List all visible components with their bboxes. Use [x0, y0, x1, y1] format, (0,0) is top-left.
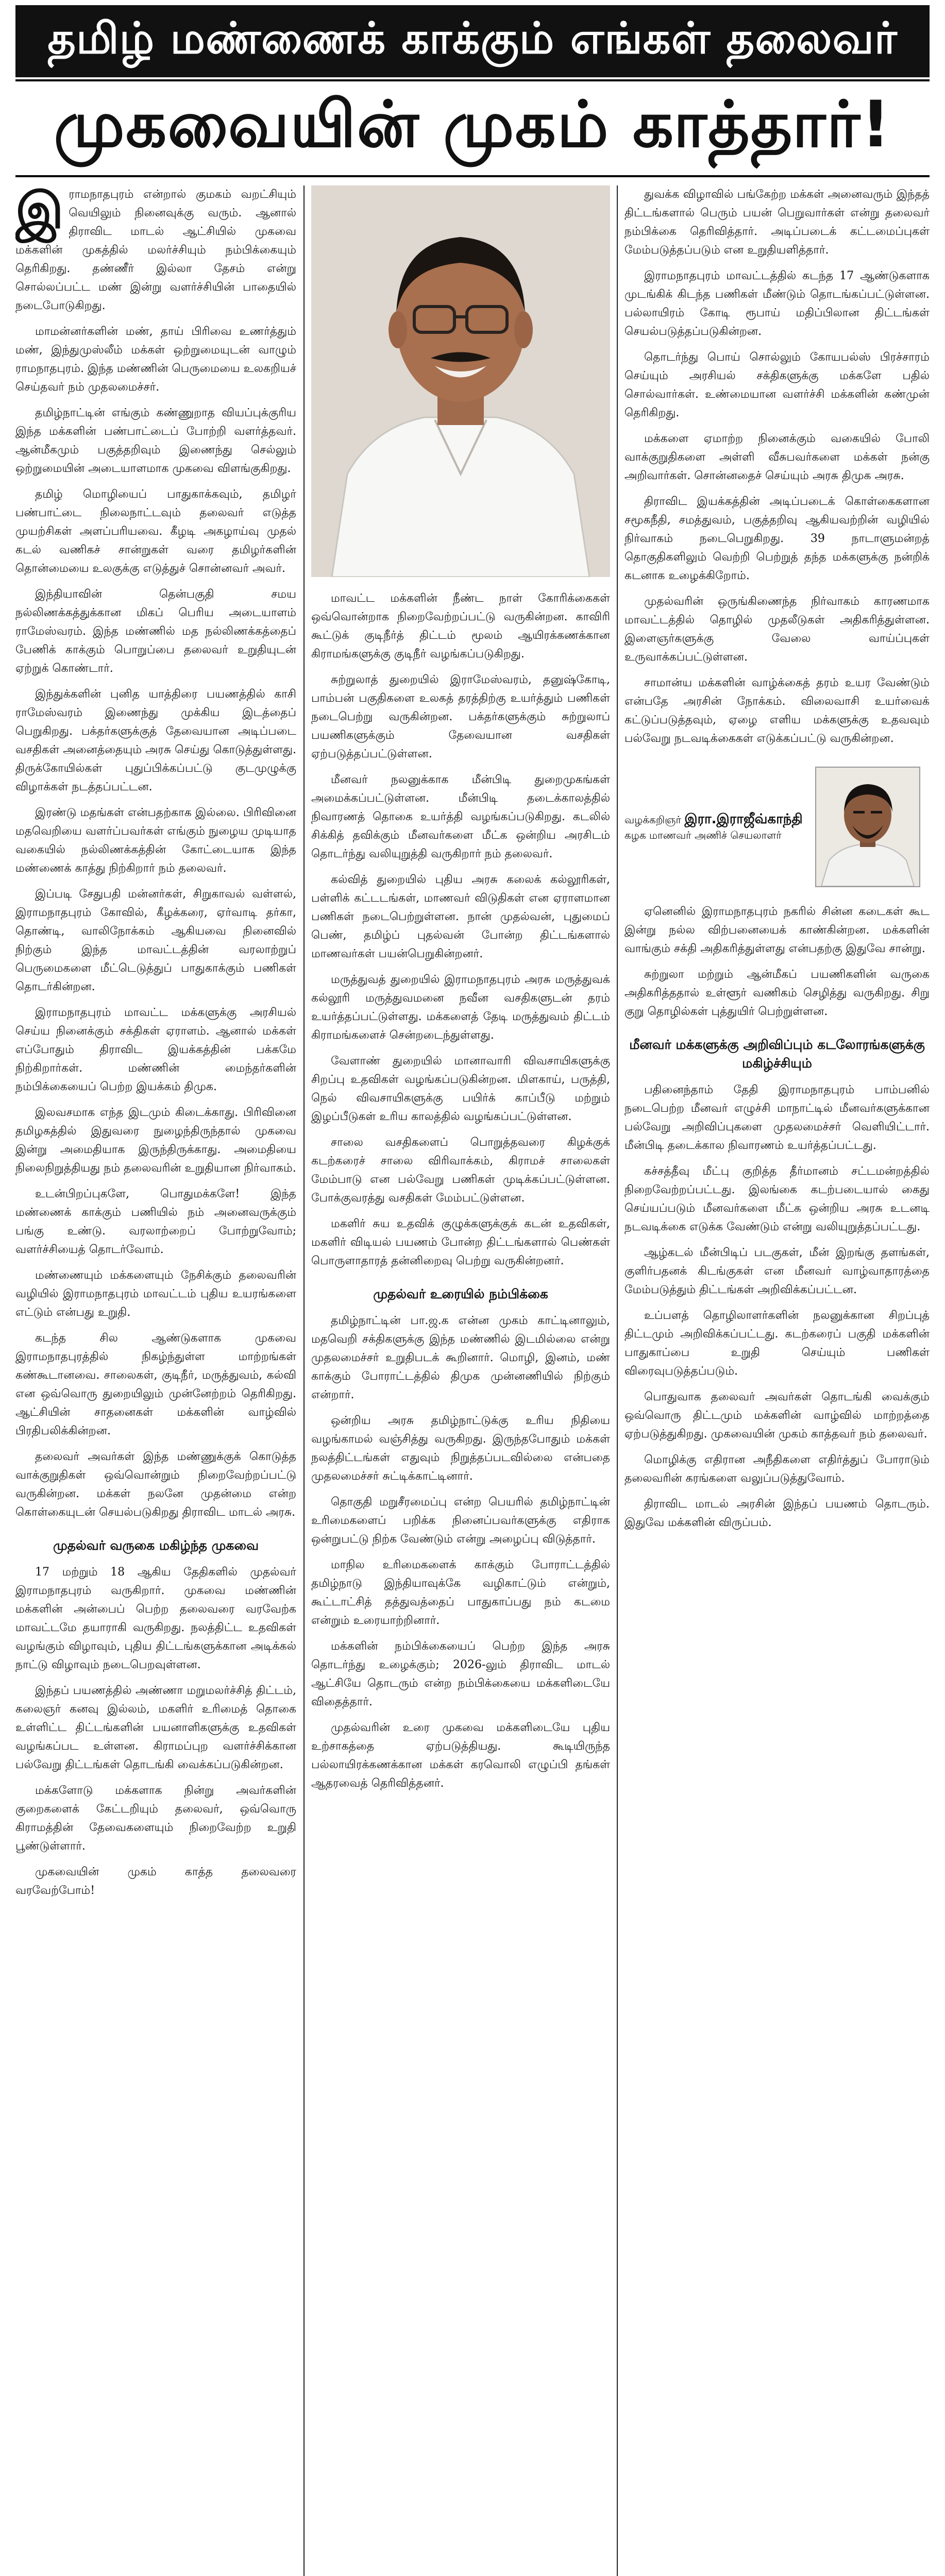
body-paragraph: சுற்றுலாத் துறையில் இராமேஸ்வரம், தனுஷ்கோடி, பாம்பன் பகுதிகளை உலகத் தரத்திற்கு உயர்த்தும் பணிகள் நடைபெற்று வருகின்றன. பக்தர்களுக்கும் சுற்றுலாப் பயணிகளுக்கும் தேவையான வசதிகள் ஏற்படுத்தப்பட்டுள்ளன.: [311, 673, 610, 760]
body-paragraph: முகவையின் முகம் காத்த தலைவரை வரவேற்போம்!: [15, 1866, 296, 1897]
author-name: இரா.இராஜீவ்காந்தி: [684, 811, 803, 827]
body-paragraph: மொழிக்கு எதிரான அநீதிகளை எதிர்த்துப் போராடும் தலைவரின் கரங்களை வலுப்படுத்துவோம்.: [625, 1453, 930, 1485]
body-paragraph: கச்சத்தீவு மீட்பு குறித்த தீர்மானம் சட்டமன்றத்தில் நிறைவேற்றப்பட்டது. இலங்கை கடற்படையால் கைது செய்யப்படும் மீனவர்களை மீட்க ஒன்றிய அரசு உடனடி நடவடிக்கை எடுக்க வேண்டும் என்று வலியுறுத்தப்பட்டது.: [625, 1165, 930, 1233]
body-paragraph: தொகுதி மறுசீரமைப்பு என்ற பெயரில் தமிழ்நாட்டின் உரிமைகளைப் பறிக்க நினைப்பவர்களுக்கு எதிராக ஒன்றுபட்டு நிற்க வேண்டும் என்று அழைப்பு விடுத்தார்.: [311, 1496, 610, 1546]
headline-rule: [15, 175, 930, 177]
body-paragraph: முதல்வரின் ஒருங்கிணைந்த நிர்வாகம் காரணமாக மாவட்டத்தில் தொழில் முதலீடுகள் அதிகரித்துள்ளன. இளைஞர்களுக்கு வேலை வாய்ப்புகள் உருவாக்கப்பட்டுள்ளன.: [625, 595, 930, 664]
body-paragraph: சுற்றுலா மற்றும் ஆன்மீகப் பயணிகளின் வருகை அதிகரித்ததால் உள்ளூர் வணிகம் செழித்து வருகிறது. சிறு குறு தொழில்கள் புத்துயிர் பெற்றுள்ளன.: [625, 968, 930, 1018]
body-paragraph: கல்வித் துறையில் புதிய அரசு கலைக் கல்லூரிகள், பள்ளிக் கட்டடங்கள், மாணவர் விடுதிகள் என ஏராளமான பணிகள் நடைபெற்றுள்ளன. நான் முதல்வன், புதுமைப் பெண், தமிழ்ப் புதல்வன் போன்ற திட்டங்களால் மாணவர்கள் பயன்பெறுகின்றனர்.: [311, 873, 610, 960]
body-paragraph: இராமநாதபுரம் மாவட்ட மக்களுக்கு அரசியல் செய்ய நினைக்கும் சக்திகள் ஏராளம். ஆனால் மக்கள் எப்போதும் திராவிட இயக்கத்தின் பக்கமே நிற்கிறார்கள். மண்ணின் மைந்தர்களின் நம்பிக்கையைப் பெற்ற இயக்கம் திமுக.: [15, 1006, 296, 1093]
body-paragraph: பதினைந்தாம் தேதி இராமநாதபுரம் பாம்பனில் நடைபெற்ற மீனவர் எழுச்சி மாநாட்டில் மீனவர்களுக்கான பல்வேறு அறிவிப்புகளை முதலமைச்சர் வெளியிட்டார். மீன்பிடி தடைக்கால நிவாரணம் உயர்த்தப்பட்டது.: [625, 1083, 930, 1152]
section-subhead: முதல்வர் வருகை மகிழ்ந்த முகவை: [53, 1538, 259, 1553]
body-paragraph: இரண்டு மதங்கள் என்பதற்காக இல்லை. பிரிவினை மதவெறியை வளர்ப்பவர்கள் எங்கும் நுழைய முடியாத வகையில் நல்லிணக்கத்தின் கோட்டையாக இந்த மண்ணைக் காத்து நிற்கிறார் நம் தலைவர்.: [15, 806, 296, 875]
article-column-3: [625, 185, 930, 2576]
header-rule: [15, 79, 930, 81]
body-paragraph: திராவிட மாடல் அரசின் இந்தப் பயணம் தொடரும். இதுவே மக்களின் விருப்பம்.: [625, 1498, 930, 1529]
body-paragraph: மாவட்ட மக்களின் நீண்ட நாள் கோரிக்கைகள் ஒவ்வொன்றாக நிறைவேற்றப்பட்டு வருகின்றன. காவிரி கூட்டுக் குடிநீர்த் திட்டம் மூலம் ஆயிரக்கணக்கான கிராமங்களுக்கு குடிநீர் வழங்கப்படுகிறது.: [311, 592, 610, 660]
body-paragraph: தமிழ்நாட்டின் எங்கும் கண்ணுறாத வியப்புக்குரிய இந்த மக்களின் பண்பாட்டைப் போற்றி வளர்த்தவர். ஆன்மீகமும் பகுத்தறிவும் இணைந்து செல்லும் ஒற்றுமையின் அடையாளமாக முகவை விளங்குகிறது.: [15, 406, 296, 475]
section-subhead: முதல்வர் உரையில் நம்பிக்கை: [373, 1286, 548, 1301]
body-paragraph: இப்படி சேதுபதி மன்னர்கள், சிறுகாவல் வள்ளல், இராமநாதபுரம் கோவில், கீழக்கரை, ஏர்வாடி தர்கா, தொண்டி, வாலிநோக்கம் ஆகியவை நினைவில் நிற்கும் இந்த மாவட்டத்தின் வரலாற்றுப் பெருமைகளை மீட்டெடுத்துப் பாதுகாக்கும் பணிகள் தொடர்கின்றன.: [15, 888, 296, 993]
body-paragraph: உடன்பிறப்புகளே, பொதுமக்களே! இந்த மண்ணைக் காக்கும் பணியில் நம் அனைவருக்கும் பங்கு உண்டு. வரலாற்றைப் போற்றுவோம்; வளர்ச்சியைத் தொடர்வோம்.: [15, 1188, 296, 1256]
body-paragraph: மாநில உரிமைகளைக் காக்கும் போராட்டத்தில் தமிழ்நாடு இந்தியாவுக்கே வழிகாட்டும் என்றும், கூட்டாட்சித் தத்துவத்தைப் பாதுகாப்பது நம் கடமை என்றும் உரையாற்றினார்.: [311, 1558, 610, 1627]
body-paragraph: தலைவர் அவர்கள் இந்த மண்ணுக்குக் கொடுத்த வாக்குறுதிகள் ஒவ்வொன்றும் நிறைவேற்றப்பட்டு வருகின்றன. மக்கள் நலனே முதன்மை என்ற கொள்கையுடன் செயல்படுகிறது திராவிட மாடல் அரசு.: [15, 1450, 296, 1519]
body-paragraph: தமிழ் மொழியைப் பாதுகாக்கவும், தமிழர் பண்பாட்டை நிலைநாட்டவும் தலைவர் எடுத்த முயற்சிகள் அளப்பரியவை. கீழடி அகழாய்வு முதல் கடல் வணிகச் சான்றுகள் வரை தமிழர்களின் தொன்மையை உலகுக்கு எடுத்துச் சொன்னவர் அவர்.: [15, 488, 296, 575]
body-paragraph: ஒன்றிய அரசு தமிழ்நாட்டுக்கு உரிய நிதியை வழங்காமல் வஞ்சித்து வருகிறது. இருந்தபோதும் மக்கள் நலத்திட்டங்கள் எதுவும் நிறுத்தப்படவில்லை என்பதை முதலமைச்சர் சுட்டிக்காட்டினார்.: [311, 1414, 610, 1483]
body-paragraph: மருத்துவத் துறையில் இராமநாதபுரம் அரசு மருத்துவக் கல்லூரி மருத்துவமனை நவீன வசதிகளுடன் தரம் உயர்த்தப்பட்டுள்ளது. மக்களைத் தேடி மருத்துவம் திட்டம் கிராமங்களைச் சென்றடைந்துள்ளது.: [311, 973, 610, 1042]
column-divider: [303, 185, 305, 2576]
body-paragraph: மகளிர் சுய உதவிக் குழுக்களுக்குக் கடன் உதவிகள், மகளிர் விடியல் பயணம் போன்ற திட்டங்களால் பெண்கள் பொருளாதாரத் தன்னிறைவு பெற்று வருகின்றனர்.: [311, 1217, 610, 1267]
body-paragraph: முதல்வரின் உரை முகவை மக்களிடையே புதிய உற்சாகத்தை ஏற்படுத்தியது. கூடியிருந்த பல்லாயிரக்கணக்கான மக்கள் கரவொலி எழுப்பி தங்கள் ஆதரவைத் தெரிவித்தனர்.: [311, 1721, 610, 1790]
lead-paragraph: இராமநாதபுரம் என்றால் குமகம் வறட்சியும் வெயிலும் நினைவுக்கு வரும். ஆனால் திராவிட மாடல் ஆட்சியில் முகவை மக்களின் முகத்தில் மலர்ச்சியும் நம்பிக்கையும் தெரிகிறது. தண்ணீர் இல்லா தேசம் என்று சொல்லப்பட்ட மண் இன்று வளர்ச்சியின் பாதையில் நடைபோடுகிறது.: [15, 185, 296, 312]
body-paragraph: இந்தப் பயணத்தில் அண்ணா மறுமலர்ச்சித் திட்டம், கலைஞர் கனவு இல்லம், மகளிர் உரிமைத் தொகை உள்ளிட்ட திட்டங்களின் பயனாளிகளுக்கு உதவிகள் வழங்கப்பட உள்ளன. கிராமப்புற வளர்ச்சிக்கான பல்வேறு திட்டங்கள் தொடங்கி வைக்கப்படுகின்றன.: [15, 1684, 296, 1771]
body-paragraph: மாமன்னர்களின் மண், தாய் பிரிவை உணர்த்தும் மண், இந்துமுஸ்லீம் மக்கள் ஒற்றுமையுடன் வாழும் ராமநாதபுரம். இந்த மண்ணின் பெருமையை உலகறியச் செய்தவர் நம் முதலமைச்சர்.: [15, 325, 296, 394]
body-paragraph: வேளாண் துறையில் மானாவாரி விவசாயிகளுக்கு சிறப்பு உதவிகள் வழங்கப்படுகின்றன. மிளகாய், பருத்தி, நெல் விவசாயிகளுக்கு பயிர்க் காப்பீடு மற்றும் இழப்பீடுகள் உரிய காலத்தில் வழங்கப்பட்டுள்ளன.: [311, 1055, 610, 1123]
body-paragraph: ஆழ்கடல் மீன்பிடிப் படகுகள், மீன் இறங்கு தளங்கள், குளிர்பதனக் கிடங்குகள் என மீனவர் வாழ்வாதாரத்தை மேம்படுத்தும் திட்டங்கள் அறிவிக்கப்பட்டன.: [625, 1246, 930, 1296]
body-paragraph: சாமான்ய மக்களின் வாழ்க்கைத் தரம் உயர வேண்டும் என்பதே அரசின் நோக்கம். விலைவாசி உயர்வைக் கட்டுப்படுத்தவும், ஏழை எளிய மக்களுக்கு உதவவும் பல்வேறு நடவடிக்கைகள் எடுக்கப்பட்டு வருகின்றன.: [625, 676, 930, 745]
body-paragraph: இந்துக்களின் புனித யாத்திரை பயணத்தில் காசி ராமேஸ்வரம் இணைந்து முக்கிய இடத்தைப் பெறுகிறது. பக்தர்களுக்குத் தேவையான அடிப்படை வசதிகள் அனைத்தையும் அரசு செய்து கொடுத்துள்ளது. திருக்கோயில்கள் புதுப்பிக்கப்பட்டு குடமுழுக்கு விழாக்கள் நடத்தப்பட்டன.: [15, 688, 296, 793]
author-byline-box: [625, 767, 930, 887]
body-paragraph: இந்தியாவின் தென்பகுதி சமய நல்லிணக்கத்துக்கான மிகப் பெரிய அடையாளம் ராமேஸ்வரம். இந்த மண்ணில் மத நல்லிணக்கத்தைப் பேணிக் காக்கும் பொறுப்பை தலைவர் உறுதியுடன் ஏற்றுக் கொண்டார்.: [15, 588, 296, 675]
body-paragraph: 17 மற்றும் 18 ஆகிய தேதிகளில் முதல்வர் இராமநாதபுரம் வருகிறார். முகவை மண்ணின் மக்களின் அன்பைப் பெற்ற தலைவரை வரவேற்க மாவட்டமே தயாராகி வருகிறது. நலத்திட்ட உதவிகள் வழங்கும் விழாவும், புதிய திட்டங்களுக்கான அடிக்கல் நாட்டு விழாவும் நடைபெறவுள்ளன.: [15, 1566, 296, 1671]
author-portrait-image: [816, 768, 919, 886]
drop-cap: இ: [15, 185, 64, 240]
body-paragraph: தொடர்ந்து பொய் சொல்லும் கோயபல்ஸ் பிரச்சாரம் செய்யும் அரசியல் சக்திகளுக்கு மக்களே பதில் சொல்வார்கள். உண்மையான வளர்ச்சி மக்களின் கண்முன் தெரிகிறது.: [625, 351, 930, 419]
body-paragraph: திராவிட இயக்கத்தின் அடிப்படைக் கொள்கைகளான சமூகநீதி, சமத்துவம், பகுத்தறிவு ஆகியவற்றின் வழியில் நிர்வாகம் நடைபெறுகிறது. 39 நாடாளுமன்றத் தொகுதிகளிலும் வெற்றி பெற்றுத் தந்த மக்களுக்கு நன்றிக் கடனாக உழைக்கிறோம்.: [625, 495, 930, 582]
author-photo: [815, 767, 920, 887]
article-column-2: [311, 185, 610, 2576]
body-paragraph: இராமநாதபுரம் மாவட்டத்தில் கடந்த 17 ஆண்டுகளாக முடங்கிக் கிடந்த பணிகள் மீண்டும் தொடங்கப்பட்டுள்ளன. பல்லாயிரம் கோடி ரூபாய் மதிப்பிலான திட்டங்கள் செயல்படுத்தப்படுகின்றன.: [625, 269, 930, 338]
body-paragraph: துவக்க விழாவில் பங்கேற்ற மக்கள் அனைவரும் இந்தத் திட்டங்களால் பெரும் பயன் பெறுவார்கள் என்று தலைவர் நம்பிக்கை தெரிவித்தார். அடிப்படைக் கட்டமைப்புகள் மேம்படுத்தப்படும் என உறுதியளித்தார்.: [625, 188, 930, 257]
author-label: வழக்கறிஞர்: [625, 813, 681, 826]
body-paragraph: கடந்த சில ஆண்டுகளாக முகவை இராமநாதபுரத்தில் நிகழ்ந்துள்ள மாற்றங்கள் கண்கூடானவை. சாலைகள், குடிநீர், மருத்துவம், கல்வி என ஒவ்வொரு துறையிலும் முன்னேற்றம் தெரிகிறது. ஆட்சியின் சாதனைகள் மக்களின் வாழ்வில் பிரதிபலிக்கின்றன.: [15, 1332, 296, 1437]
body-paragraph: சாலை வசதிகளைப் பொறுத்தவரை கிழக்குக் கடற்கரைச் சாலை விரிவாக்கம், கிராமச் சாலைகள் மேம்பாடு என பல்வேறு பணிகள் முடிக்கப்பட்டுள்ளன. போக்குவரத்து வசதிகள் மேம்பட்டுள்ளன.: [311, 1136, 610, 1205]
body-paragraph: இலவசமாக எந்த இடமும் கிடைக்காது. பிரிவினை தமிழகத்தில் இதுவரை நுழைந்திருந்தால் முகவை இன்று அமைதியாக இருந்திருக்காது. அமைதியை நிலைநிறுத்தியது நம் தலைவரின் உறுதியான நிர்வாகம்.: [15, 1106, 296, 1175]
body-paragraph: பொதுவாக தலைவர் அவர்கள் தொடங்கி வைக்கும் ஒவ்வொரு திட்டமும் மக்களின் வாழ்வில் மாற்றத்தை ஏற்படுத்துகிறது. முகவையின் முகம் காத்தவர் நம் தலைவர்.: [625, 1391, 930, 1440]
body-paragraph: மீனவர் நலனுக்காக மீன்பிடி துறைமுகங்கள் அமைக்கப்பட்டுள்ளன. மீன்பிடி தடைக்காலத்தில் நிவாரணத் தொகை உயர்த்தி வழங்கப்படுகிறது. கடலில் சிக்கித் தவிக்கும் மீனவர்களை மீட்க ஒன்றிய அரசிடம் தொடர்ந்து வலியுறுத்தி வருகிறார் நம் தலைவர்.: [311, 773, 610, 860]
leader-photo: [311, 185, 610, 577]
column-divider: [617, 185, 618, 2576]
section-subhead: மீனவர் மக்களுக்கு அறிவிப்பும் கடலோரங்களுக்கு மகிழ்ச்சியும்: [629, 1037, 925, 1071]
body-paragraph: மக்களோடு மக்களாக நின்று அவர்களின் குறைகளைக் கேட்டறியும் தலைவர், ஒவ்வொரு கிராமத்தின் தேவைகளையும் நிறைவேற்ற உறுதி பூண்டுள்ளார்.: [15, 1784, 296, 1853]
article-column-1: [15, 185, 296, 2576]
body-paragraph: ஏனெனில் இராமநாதபுரம் நகரில் சின்ன கடைகள் கூட இன்று நல்ல விற்பனையைக் காண்கின்றன. மக்களின் வாங்கும் சக்தி அதிகரித்துள்ளது என்பதற்கு இதுவே சான்று.: [625, 905, 930, 955]
body-paragraph: மக்களை ஏமாற்ற நினைக்கும் வகையில் போலி வாக்குறுதிகளை அள்ளி வீசுபவர்களை மக்கள் நன்கு அறிவார்கள். சொன்னதைச் செய்யும் அரசு திமுக அரசு.: [625, 432, 930, 482]
body-paragraph: உப்பளத் தொழிலாளர்களின் நலனுக்கான சிறப்புத் திட்டமும் அறிவிக்கப்பட்டது. கடற்கரைப் பகுதி மக்களின் பாதுகாப்பை உறுதி செய்யும் பணிகள் விரைவுபடுத்தப்படும்.: [625, 1309, 930, 1378]
headline: முகவையின் முகம் காத்தார்!: [15, 85, 930, 173]
leader-portrait-image: [311, 185, 610, 577]
body-paragraph: மண்ணையும் மக்களையும் நேசிக்கும் தலைவரின் வழியில் இராமநாதபுரம் மாவட்டம் புதிய உயரங்களை எட்டும் என்பது உறுதி.: [15, 1269, 296, 1319]
kicker-banner: தமிழ் மண்ணைக் காக்கும் எங்கள் தலைவர்: [15, 5, 930, 77]
body-paragraph: மக்களின் நம்பிக்கையைப் பெற்ற இந்த அரசு தொடர்ந்து உழைக்கும்; 2026-லும் திராவிட மாடல் ஆட்சியே தொடரும் என்ற நம்பிக்கையை மக்களிடையே விதைத்தார்.: [311, 1640, 610, 1708]
author-byline: [625, 811, 803, 843]
body-paragraph: தமிழ்நாட்டின் பா.ஜ.க என்ன முகம் காட்டினாலும், மதவெறி சக்திகளுக்கு இந்த மண்ணில் இடமில்லை என்று முதலமைச்சர் உறுதிபடக் கூறினார். மொழி, இனம், மண் காக்கும் போராட்டத்தில் திமுக முன்னணியில் நிற்கும் என்றார்.: [311, 1314, 610, 1401]
author-role: கழக மாணவர் அணிச் செயலாளர்: [625, 828, 782, 841]
